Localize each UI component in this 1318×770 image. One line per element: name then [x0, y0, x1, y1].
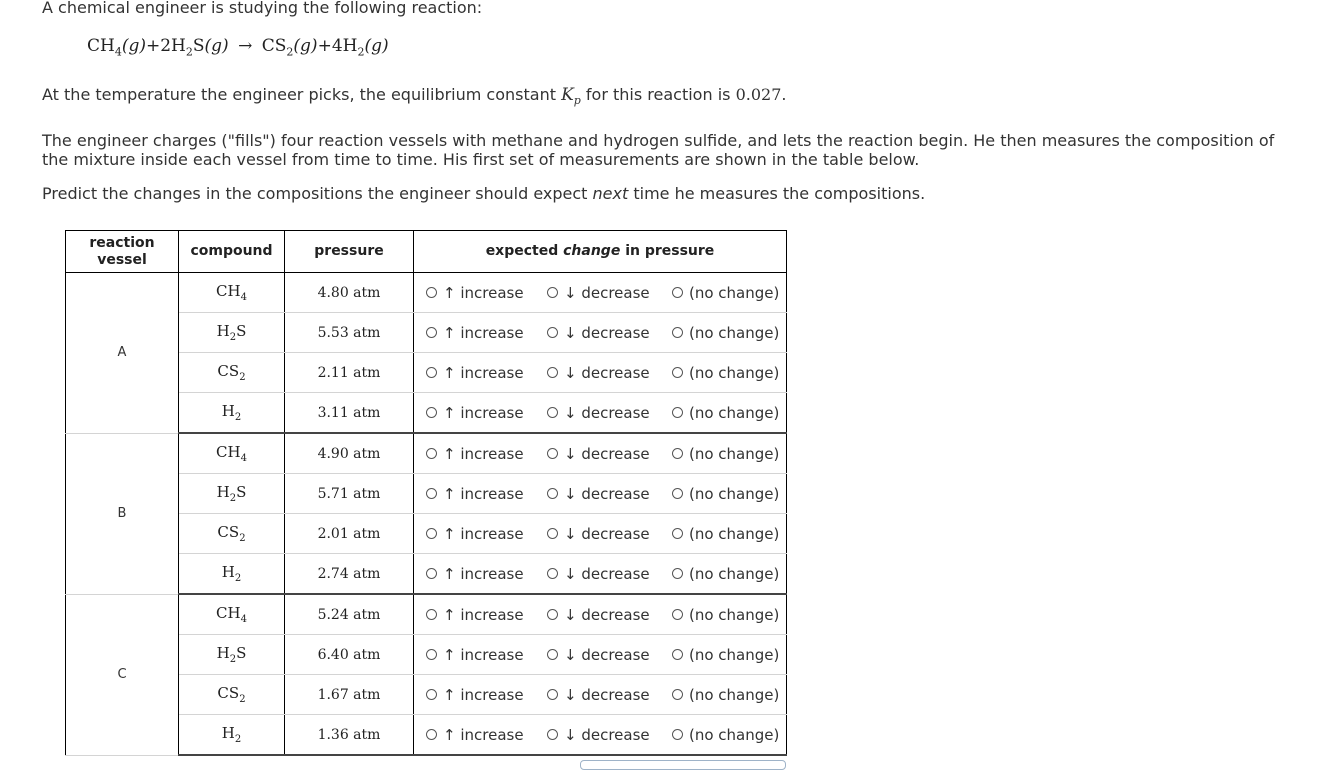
compound-cell: $H_2$ [179, 715, 285, 756]
header-expected-change: expected change in pressure [414, 231, 787, 273]
pressure-cell: 5.24 atm [285, 594, 414, 635]
pressure-cell: 3.11 atm [285, 393, 414, 434]
radio-button-icon[interactable] [426, 568, 437, 579]
radio-option-label: ↓ decrease [564, 484, 650, 503]
radio-option-label: ↑ increase [443, 444, 524, 463]
radio-button-icon[interactable] [672, 327, 683, 338]
radio-button-icon[interactable] [547, 729, 558, 740]
radio-option-label: ↓ decrease [564, 605, 650, 624]
header-reaction-vessel: reaction vessel [66, 231, 179, 273]
table-row [66, 433, 787, 474]
radio-option-decrease[interactable] [547, 686, 672, 704]
radio-option-label: ↓ decrease [564, 645, 650, 664]
radio-option-label: ↓ decrease [564, 725, 650, 744]
radio-option-label: (no change) [689, 283, 780, 302]
compound-cell: $CH_4$ [179, 273, 285, 313]
radio-option-label: (no change) [689, 645, 780, 664]
radio-button-icon[interactable] [547, 448, 558, 459]
radio-option-decrease[interactable] [547, 324, 672, 342]
radio-button-icon[interactable] [547, 568, 558, 579]
radio-button-icon[interactable] [426, 528, 437, 539]
table-row [66, 273, 787, 313]
radio-option-label: ↑ increase [443, 484, 524, 503]
change-options-cell [414, 715, 787, 756]
description-paragraph: The engineer charges ("fills") four reaction vessels with methane and hydrogen sulfide, and lets the reaction begin. He then measures the composition of the mixture inside each vessel from time to time. His first set of measurements are shown in the table below. [42, 131, 1275, 169]
radio-option-decrease[interactable] [547, 726, 672, 744]
radio-button-icon[interactable] [426, 649, 437, 660]
radio-option-label: (no change) [689, 323, 780, 342]
radio-option-decrease[interactable] [547, 525, 672, 543]
radio-option-decrease[interactable] [547, 606, 672, 624]
radio-option-label: (no change) [689, 725, 780, 744]
radio-option-label: (no change) [689, 403, 780, 422]
intro-text: A chemical engineer is studying the following reaction: [42, 0, 483, 17]
measurements-table [65, 230, 787, 756]
radio-option-increase[interactable] [426, 284, 547, 302]
radio-option-label: ↓ decrease [564, 685, 650, 704]
radio-option-increase[interactable] [426, 686, 547, 704]
radio-option-decrease[interactable] [547, 284, 672, 302]
radio-option-label: ↑ increase [443, 283, 524, 302]
radio-option-increase[interactable] [426, 404, 547, 422]
radio-button-icon[interactable] [672, 729, 683, 740]
radio-option-increase[interactable] [426, 324, 547, 342]
change-options-cell [414, 675, 787, 715]
radio-button-icon[interactable] [547, 407, 558, 418]
radio-option-decrease[interactable] [547, 364, 672, 382]
radio-option-label: (no change) [689, 605, 780, 624]
radio-option-no-change[interactable] [672, 726, 779, 744]
radio-option-label: ↓ decrease [564, 363, 650, 382]
radio-option-decrease[interactable] [547, 485, 672, 503]
compound-cell: $H_2$ [179, 554, 285, 595]
radio-button-icon[interactable] [672, 448, 683, 459]
kp-sentence: At the temperature the engineer picks, the equilibrium constant $K_p$ for this reaction is 0.027. [42, 85, 787, 108]
radio-button-icon[interactable] [547, 609, 558, 620]
radio-button-icon[interactable] [672, 407, 683, 418]
pressure-cell: 6.40 atm [285, 635, 414, 675]
compound-cell: $H_2$ [179, 393, 285, 434]
radio-option-label: ↑ increase [443, 725, 524, 744]
pressure-cell: 5.71 atm [285, 474, 414, 514]
radio-option-no-change[interactable] [672, 565, 779, 583]
radio-button-icon[interactable] [426, 407, 437, 418]
radio-button-icon[interactable] [672, 609, 683, 620]
radio-option-label: (no change) [689, 484, 780, 503]
radio-option-increase[interactable] [426, 565, 547, 583]
radio-button-icon[interactable] [672, 528, 683, 539]
radio-option-no-change[interactable] [672, 404, 779, 422]
radio-option-no-change[interactable] [672, 364, 779, 382]
radio-option-no-change[interactable] [672, 485, 779, 503]
header-compound: compound [179, 231, 285, 273]
radio-option-label: ↑ increase [443, 403, 524, 422]
radio-option-label: (no change) [689, 444, 780, 463]
radio-option-no-change[interactable] [672, 324, 779, 342]
radio-option-label: (no change) [689, 363, 780, 382]
radio-option-label: ↓ decrease [564, 403, 650, 422]
table-row [66, 594, 787, 635]
vessel-label: A [66, 273, 179, 434]
radio-button-icon[interactable] [547, 367, 558, 378]
radio-option-increase[interactable] [426, 606, 547, 624]
radio-option-increase[interactable] [426, 525, 547, 543]
radio-button-icon[interactable] [426, 367, 437, 378]
radio-button-icon[interactable] [426, 488, 437, 499]
radio-button-icon[interactable] [426, 689, 437, 700]
change-options-cell [414, 393, 787, 434]
header-pressure: pressure [285, 231, 414, 273]
reaction-arrow-icon: → [238, 36, 253, 56]
radio-option-label: ↓ decrease [564, 564, 650, 583]
radio-option-no-change[interactable] [672, 686, 779, 704]
radio-button-icon[interactable] [672, 649, 683, 660]
change-options-cell [414, 635, 787, 675]
pressure-cell: 1.36 atm [285, 715, 414, 756]
compound-cell: $CH_4$ [179, 594, 285, 635]
radio-option-label: (no change) [689, 524, 780, 543]
radio-option-increase[interactable] [426, 485, 547, 503]
pressure-cell: 4.90 atm [285, 433, 414, 474]
radio-option-no-change[interactable] [672, 525, 779, 543]
radio-button-icon[interactable] [547, 528, 558, 539]
change-options-cell [414, 554, 787, 595]
radio-option-label: ↑ increase [443, 645, 524, 664]
radio-option-label: ↓ decrease [564, 323, 650, 342]
radio-button-icon[interactable] [672, 689, 683, 700]
radio-option-increase[interactable] [426, 646, 547, 664]
radio-button-icon[interactable] [426, 609, 437, 620]
radio-option-increase[interactable] [426, 364, 547, 382]
radio-option-decrease[interactable] [547, 445, 672, 463]
radio-option-label: ↓ decrease [564, 283, 650, 302]
radio-option-label: ↑ increase [443, 605, 524, 624]
reaction-equation: $CH_4(g)+2H_2S(g) \to CS_2(g)+4H_2(g)$ [87, 36, 389, 59]
change-options-cell [414, 433, 787, 474]
pressure-cell: 2.11 atm [285, 353, 414, 393]
change-options-cell [414, 514, 787, 554]
answer-box-edge [580, 760, 786, 770]
change-options-cell [414, 273, 787, 313]
radio-option-label: ↑ increase [443, 323, 524, 342]
pressure-cell: 4.80 atm [285, 273, 414, 313]
radio-button-icon[interactable] [547, 649, 558, 660]
radio-option-increase[interactable] [426, 445, 547, 463]
compound-cell: $CS_2$ [179, 675, 285, 715]
pressure-cell: 2.01 atm [285, 514, 414, 554]
radio-button-icon[interactable] [426, 287, 437, 298]
radio-button-icon[interactable] [547, 287, 558, 298]
radio-option-decrease[interactable] [547, 404, 672, 422]
radio-option-label: ↑ increase [443, 524, 524, 543]
radio-button-icon[interactable] [672, 488, 683, 499]
radio-option-label: ↑ increase [443, 564, 524, 583]
radio-option-no-change[interactable] [672, 606, 779, 624]
radio-button-icon[interactable] [547, 327, 558, 338]
radio-option-label: ↑ increase [443, 685, 524, 704]
change-options-cell [414, 313, 787, 353]
radio-option-no-change[interactable] [672, 646, 779, 664]
radio-button-icon[interactable] [672, 367, 683, 378]
radio-option-label: ↓ decrease [564, 524, 650, 543]
radio-button-icon[interactable] [426, 327, 437, 338]
radio-option-increase[interactable] [426, 726, 547, 744]
compound-cell: $H_2S$ [179, 635, 285, 675]
vessel-label: C [66, 594, 179, 755]
radio-button-icon[interactable] [426, 729, 437, 740]
radio-option-decrease[interactable] [547, 565, 672, 583]
compound-cell: $H_2S$ [179, 313, 285, 353]
radio-option-label: (no change) [689, 685, 780, 704]
radio-option-decrease[interactable] [547, 646, 672, 664]
radio-button-icon[interactable] [547, 689, 558, 700]
vessel-label: B [66, 433, 179, 594]
compound-cell: $CH_4$ [179, 433, 285, 474]
radio-button-icon[interactable] [547, 488, 558, 499]
radio-option-label: ↓ decrease [564, 444, 650, 463]
radio-option-label: (no change) [689, 564, 780, 583]
radio-button-icon[interactable] [426, 448, 437, 459]
radio-option-no-change[interactable] [672, 284, 779, 302]
pressure-cell: 2.74 atm [285, 554, 414, 595]
predict-instruction: Predict the changes in the compositions the engineer should expect next time he measures the compositions. [42, 184, 926, 203]
radio-option-no-change[interactable] [672, 445, 779, 463]
radio-button-icon[interactable] [672, 568, 683, 579]
change-options-cell [414, 594, 787, 635]
pressure-cell: 5.53 atm [285, 313, 414, 353]
compound-cell: $CS_2$ [179, 353, 285, 393]
change-options-cell [414, 353, 787, 393]
change-options-cell [414, 474, 787, 514]
compound-cell: $H_2S$ [179, 474, 285, 514]
radio-option-label: ↑ increase [443, 363, 524, 382]
compound-cell: $CS_2$ [179, 514, 285, 554]
radio-button-icon[interactable] [672, 287, 683, 298]
pressure-cell: 1.67 atm [285, 675, 414, 715]
